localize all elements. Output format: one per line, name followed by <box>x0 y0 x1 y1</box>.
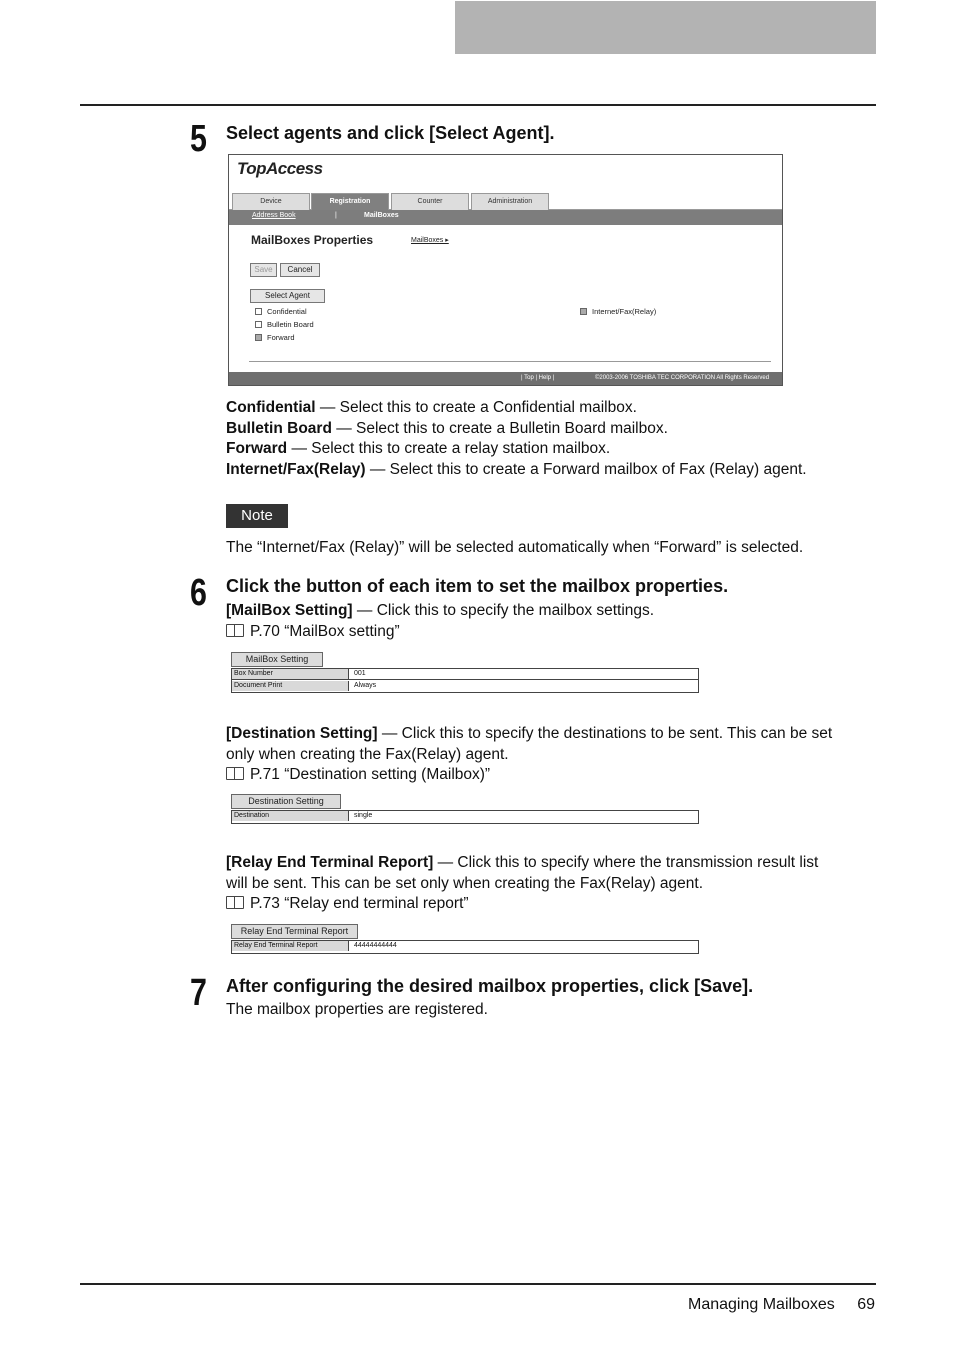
footer-section: Managing Mailboxes <box>688 1296 835 1313</box>
sub-navigation <box>229 210 782 225</box>
page-footer <box>688 1296 875 1314</box>
breadcrumb[interactable]: MailBoxes ▸ <box>411 237 449 244</box>
screenshot-footer <box>229 372 782 386</box>
step-6-number: 6 <box>190 572 207 614</box>
checkbox-icon <box>580 308 587 315</box>
step-6-heading: Click the button of each item to set the mailbox properties. <box>226 576 729 596</box>
confidential-checkbox[interactable] <box>255 307 307 316</box>
table-row: Document Print Always <box>234 682 377 689</box>
definition-forward: Forward — Select this to create a relay station mailbox. <box>226 440 611 457</box>
select-agent-button[interactable]: Select Agent <box>250 289 325 303</box>
definition-list <box>226 398 807 480</box>
tab-device[interactable]: Device <box>232 193 310 210</box>
book-icon <box>226 896 244 909</box>
destination-setting-button[interactable]: Destination Setting <box>231 794 341 809</box>
destination-setting-ref[interactable]: P.71 “Destination setting (Mailbox)” <box>250 766 491 783</box>
table-row: Destination single <box>234 812 373 819</box>
checkbox-label: Bulletin Board <box>267 320 314 329</box>
step-5-heading: Select agents and click [Select Agent]. <box>226 123 555 143</box>
definition-bulletin-board: Bulletin Board — Select this to create a Bulletin Board mailbox. <box>226 419 668 437</box>
topaccess-screenshot <box>228 154 783 386</box>
tab-administration[interactable]: Administration <box>471 193 549 210</box>
step-7-text: The mailbox properties are registered. <box>226 1001 488 1018</box>
destination-setting-description: [Destination Setting] — Click this to specify the destinations to be sent. This can be set only when creating the Fax(Relay) agent. P.71 “Destination setting (Mailbox)” <box>226 725 833 783</box>
table-row: Box Number 001 <box>232 669 698 680</box>
destination-setting-table <box>231 810 699 824</box>
bottom-rule <box>80 1283 876 1285</box>
header-bar <box>455 1 876 54</box>
cancel-button[interactable]: Cancel <box>280 263 320 277</box>
checkbox-icon <box>255 308 262 315</box>
mailbox-setting-ref[interactable]: P.70 “MailBox setting” <box>250 622 400 640</box>
checkbox-icon <box>255 334 262 341</box>
book-icon <box>226 624 244 637</box>
tab-counter[interactable]: Counter <box>391 193 469 210</box>
mailbox-setting-description: [MailBox Setting] — Click this to specify the mailbox settings. P.70 “MailBox setting” <box>226 602 655 640</box>
checkbox-label: Forward <box>267 333 295 342</box>
checkbox-label: Confidential <box>267 307 307 316</box>
tab-bar <box>229 192 782 210</box>
relay-report-description: [Relay End Terminal Report] — Click this to specify where the transmission result list will be sent. This can be set only when creating the Fax(Relay) agent. P.73 “Relay end terminal report” <box>226 854 819 912</box>
top-rule <box>80 104 876 106</box>
mailbox-setting-table <box>231 668 699 693</box>
definition-internet-fax-relay: Internet/Fax(Relay) — Select this to create a Forward mailbox of Fax (Relay) agent. <box>226 460 807 478</box>
internet-fax-relay-checkbox[interactable] <box>580 307 656 316</box>
divider <box>249 361 771 362</box>
relay-end-terminal-report-button[interactable]: Relay End Terminal Report <box>231 924 358 939</box>
page-title: MailBoxes Properties <box>251 233 374 247</box>
topaccess-logo: TopAccess <box>237 159 323 178</box>
bulletin-board-checkbox[interactable] <box>255 320 314 329</box>
definition-confidential: Confidential — Select this to create a Confidential mailbox. <box>226 399 637 416</box>
relay-report-ref[interactable]: P.73 “Relay end terminal report” <box>250 895 469 912</box>
step-7-heading: After configuring the desired mailbox properties, click [Save]. <box>226 976 754 996</box>
page-number: 69 <box>857 1296 875 1313</box>
forward-checkbox[interactable] <box>255 333 295 342</box>
step-7-number: 7 <box>190 972 207 1014</box>
relay-report-table <box>231 940 699 954</box>
note-badge: Note <box>226 504 288 528</box>
subnav-address-book[interactable]: Address Book <box>252 212 296 219</box>
subnav-mailboxes[interactable]: MailBoxes <box>364 212 399 219</box>
step-5-number: 5 <box>190 118 207 160</box>
copyright: ©2003-2006 TOSHIBA TEC CORPORATION All Rights Reserved <box>595 375 770 381</box>
checkbox-label: Internet/Fax(Relay) <box>592 307 657 316</box>
table-row: Relay End Terminal Report 44444444444 <box>234 942 397 949</box>
note-text: The “Internet/Fax (Relay)” will be selected automatically when “Forward” is selected. <box>226 539 804 556</box>
tab-registration[interactable]: Registration <box>311 193 389 210</box>
subnav-separator: | <box>335 212 337 219</box>
save-button[interactable]: Save <box>250 263 277 277</box>
mailbox-setting-button[interactable]: MailBox Setting <box>231 652 323 667</box>
book-icon <box>226 767 244 780</box>
checkbox-icon <box>255 321 262 328</box>
footer-links[interactable]: | Top | Help | <box>521 375 555 381</box>
